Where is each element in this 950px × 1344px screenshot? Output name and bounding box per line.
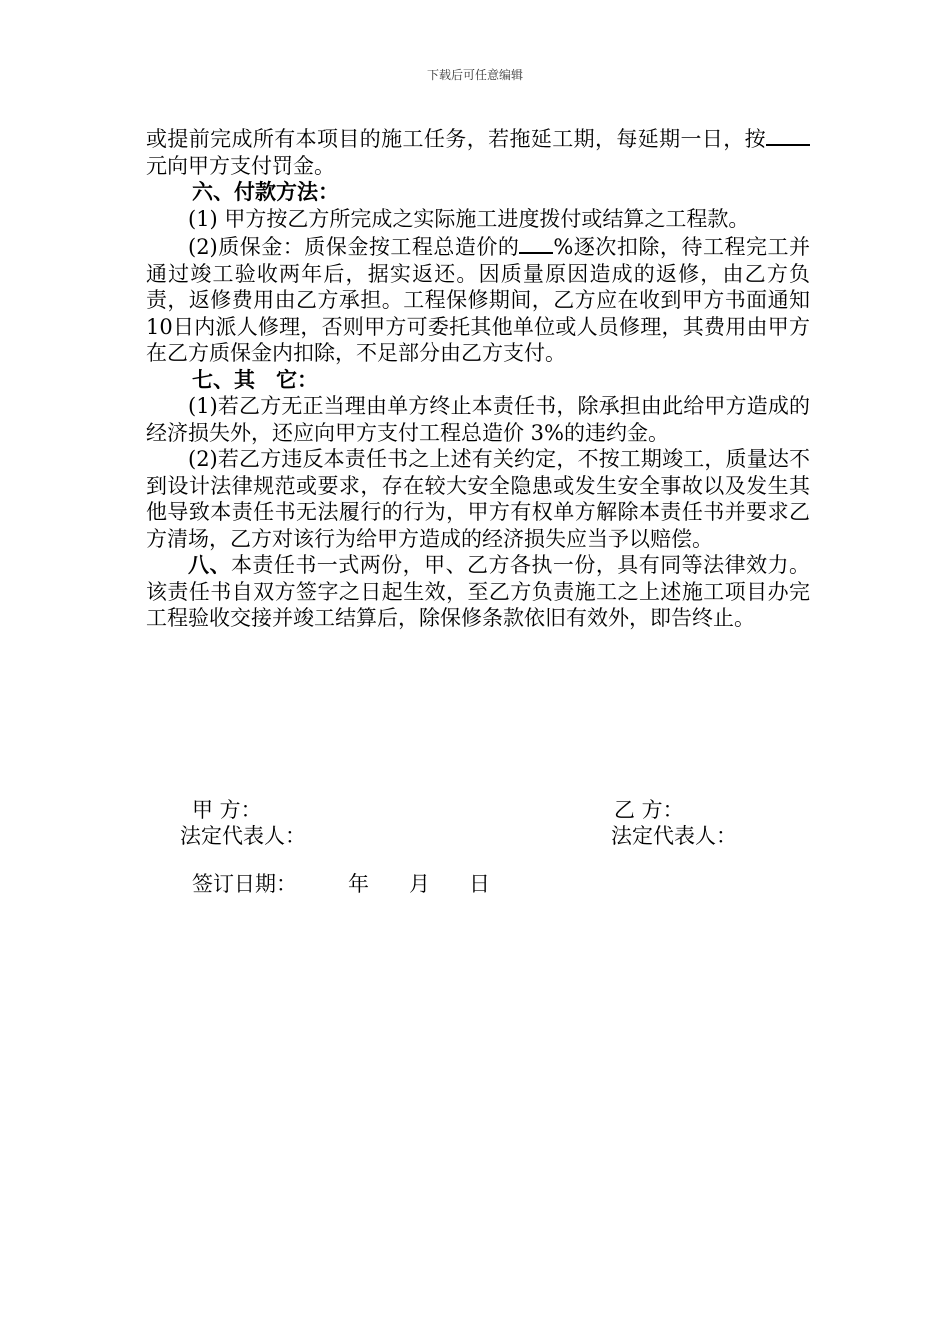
clause-deadline [146,124,810,179]
penalty-amount-blank [766,124,810,146]
contract-body [146,124,810,632]
clause-retention-text-b: %逐次扣除，待工程完工并通过竣工验收两年后，据实返还。因质量原因造成的返修，由乙方负责，返修费用由乙方承担。工程保修期间，乙方应在收到甲方书面通知10日内派人修理，否则甲方可委托其他单位或人员修理，其费用由甲方在乙方质保金内扣除，不足部分由乙方支付。 [146,235,811,365]
signing-date-month: 月 [409,872,430,896]
signing-date-year: 年 [348,872,369,896]
clause-copies [146,552,810,632]
clause-payment-1: (1) 甲方按乙方所完成之实际施工进度拨付或结算之工程款。 [188,206,750,231]
page-header: 下载后可任意编辑 [426,68,523,82]
retention-percent-blank [519,232,553,254]
clause-deadline-text-a: 或提前完成所有本项目的施工任务，若拖延工期，每延期一日，按 [146,127,766,151]
party-a-label: 甲 方： [192,798,262,822]
signing-date-label: 签订日期： [192,872,297,896]
party-a-rep-label: 法定代表人： [180,824,306,848]
clause-copies-text: 本责任书一式两份，甲、乙方各执一份，具有同等法律效力。该责任书自双方签字之日起生效，至乙方负责施工之上述施工项目办完工程验收交接并竣工结算后，除保修条款依旧有效外，即告终止。 [146,553,811,630]
clause-deadline-text-b: 元向甲方支付罚金。 [146,153,335,178]
clause-copies-number: 八、 [188,552,231,577]
party-b-label: 乙 方： [614,798,684,822]
signing-date-day: 日 [469,872,490,896]
heading-payment-method: 六、付款方法： [192,180,339,204]
clause-retention-text-a: (2)质保金：质保金按工程总造价的 [188,235,520,259]
clause-other-1: (1)若乙方无正当理由单方终止本责任书，除承担由此给甲方造成的经济损失外，还应向甲方支付工程总造价 3%的违约金。 [146,394,810,445]
clause-retention [146,232,810,367]
party-b-rep-label: 法定代表人： [611,824,737,848]
heading-other: 七、其 它： [192,367,318,392]
clause-other-2: (2)若乙方违反本责任书之上述有关约定，不按工期竣工，质量达不到设计法律规范或要求，存在较大安全隐患或发生安全事故以及发生其他导致本责任书无法履行的行为，甲方有权单方解除本责任书并要求乙方清场，乙方对该行为给甲方造成的经济损失应当予以赔偿。 [146,447,810,551]
